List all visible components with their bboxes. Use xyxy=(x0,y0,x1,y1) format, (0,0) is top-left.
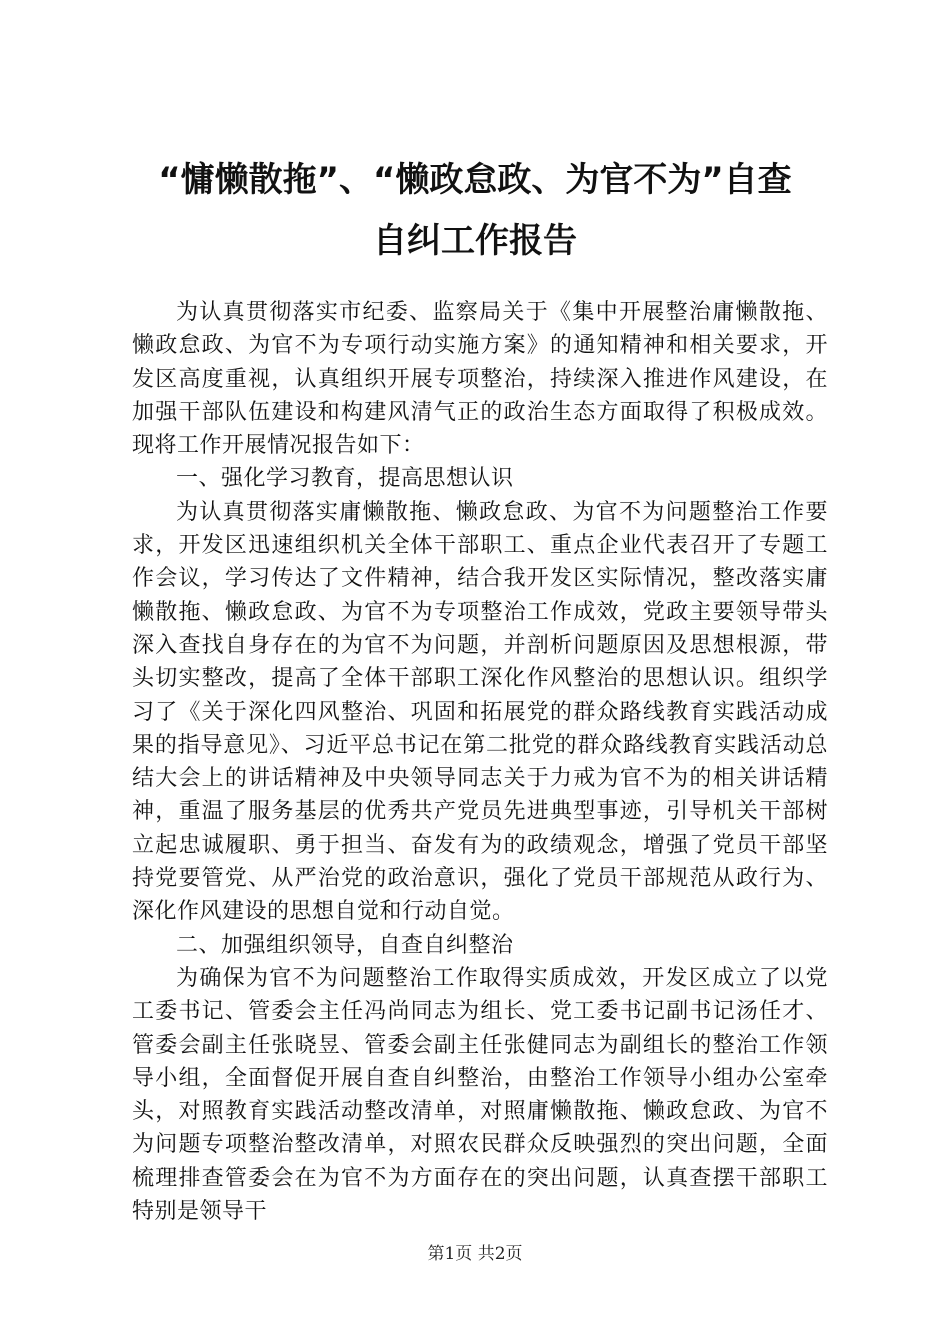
section-heading-1: 一、强化学习教育，提高思想认识 xyxy=(176,466,514,492)
section-2-paragraph: 为确保为官不为问题整治工作取得实质成效，开发区成立了以党工委书记、管委会主任冯尚同志为组长、党工委书记副书记汤任才、管委会副主任张晓昱、管委会副主任张健同志为副组长的整治工作领导小组，全面督促开展自查自纠整治，由整治工作领导小组办公室牵头，对照教育实践活动整改清单，对照庸懒散拖、懒政怠政、为官不为问题专项整治整改清单，对照农民群众反映强烈的突出问题，全面梳理排查管委会在为官不为方面存在的突出问题，认真查摆干部职工特别是领导干 xyxy=(132,965,828,1225)
intro-paragraph: 为认真贯彻落实市纪委、监察局关于《集中开展整治庸懒散拖、懒政怠政、为官不为专项行动实施方案》的通知精神和相关要求，开发区高度重视，认真组织开展专项整治，持续深入推进作风建设，在加强干部队伍建设和构建风清气正的政治生态方面取得了积极成效。现将工作开展情况报告如下： xyxy=(132,300,828,459)
document-body xyxy=(132,296,828,1228)
document-title-line-2: 自纠工作报告 xyxy=(373,221,577,261)
section-heading-2: 二、加强组织领导，自查自纠整治 xyxy=(176,932,514,958)
page-number-footer: 第1页 共2页 xyxy=(427,1244,523,1264)
section-1-paragraph: 为认真贯彻落实庸懒散拖、懒政怠政、为官不为问题整治工作要求，开发区迅速组织机关全体干部职工、重点企业代表召开了专题工作会议，学习传达了文件精神，结合我开发区实际情况，整改落实庸懒散拖、懒政怠政、为官不为专项整治工作成效，党政主要领导带头深入查找自身存在的为官不为问题，并剖析问题原因及思想根源，带头切实整改，提高了全体干部职工深化作风整治的思想认识。组织学习了《关于深化四风整治、巩固和拓展党的群众路线教育实践活动成果的指导意见》、习近平总书记在第二批党的群众路线教育实践活动总结大会上的讲话精神及中央领导同志关于力戒为官不为的相关讲话精神，重温了服务基层的优秀共产党员先进典型事迹，引导机关干部树立起忠诚履职、勇于担当、奋发有为的政绩观念，增强了党员干部坚持党要管党、从严治党的政治意识，强化了党员干部规范从政行为、深化作风建设的思想自觉和行动自觉。 xyxy=(132,499,828,925)
document-title-line-1: “慵懒散拖”、“懒政怠政、为官不为”自查 xyxy=(158,160,792,200)
